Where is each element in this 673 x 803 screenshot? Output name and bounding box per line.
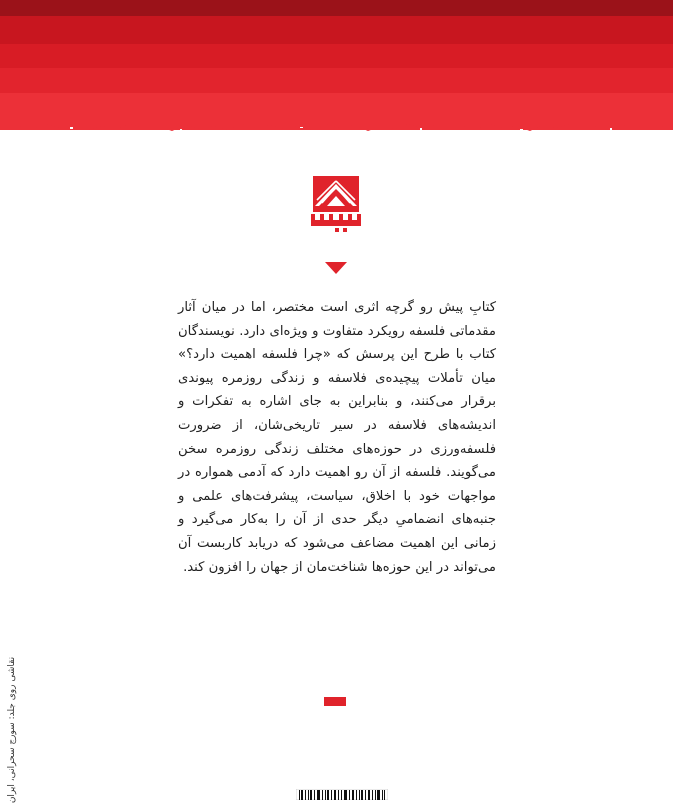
torn-paper-edge <box>0 118 673 140</box>
down-triangle-icon <box>325 262 347 274</box>
red-stripe-dark <box>0 16 673 44</box>
publisher-logo-icon <box>305 170 367 242</box>
cover-art-credit <box>2 656 22 803</box>
barcode-icon <box>296 789 388 800</box>
red-marker-rectangle <box>324 697 346 706</box>
red-header-band <box>0 0 673 140</box>
red-stripe-mid <box>0 44 673 68</box>
red-stripe-light <box>0 68 673 93</box>
cover-art-credit-text: نقاشی روی جلد: سورج سحرانی، ایران <box>7 656 17 803</box>
publisher-logo <box>305 170 367 242</box>
red-stripe-darkest <box>0 0 673 16</box>
back-cover-blurb: کتابِ پیش رو گرچه اثری است مختصر، اما در میان آثار مقدماتی فلسفه رویکرد متفاوت و ویژه‌ای دارد. نویسندگان کتاب با طرح این پرسش که «چرا فلسفه اهمیت دارد؟» میان تأملات پیچیده‌ی فلاسفه و زندگی روزمره پیوندی برقرار می‌کنند، و بنابراین به جای اشاره به تفکرات و اندیشه‌های فلاسفه در سیر تاریخی‌شان، از ضرورت فلسفه‌ورزی در حوزه‌های مختلف زندگی روزمره سخن می‌گویند. فلسفه از آن رو اهمیت دارد که آدمی همواره در مواجهات خود با اخلاق، سیاست، پیشرفت‌های علمی و جنبه‌های انضمامیِ دیگر حدی از آن را به‌کار می‌گیرد و زمانی این اهمیت مضاعف می‌شود که دریابد کاربست آن می‌تواند در این حوزه‌ها شناخت‌مان از جهان را افزون کند. <box>178 300 496 575</box>
